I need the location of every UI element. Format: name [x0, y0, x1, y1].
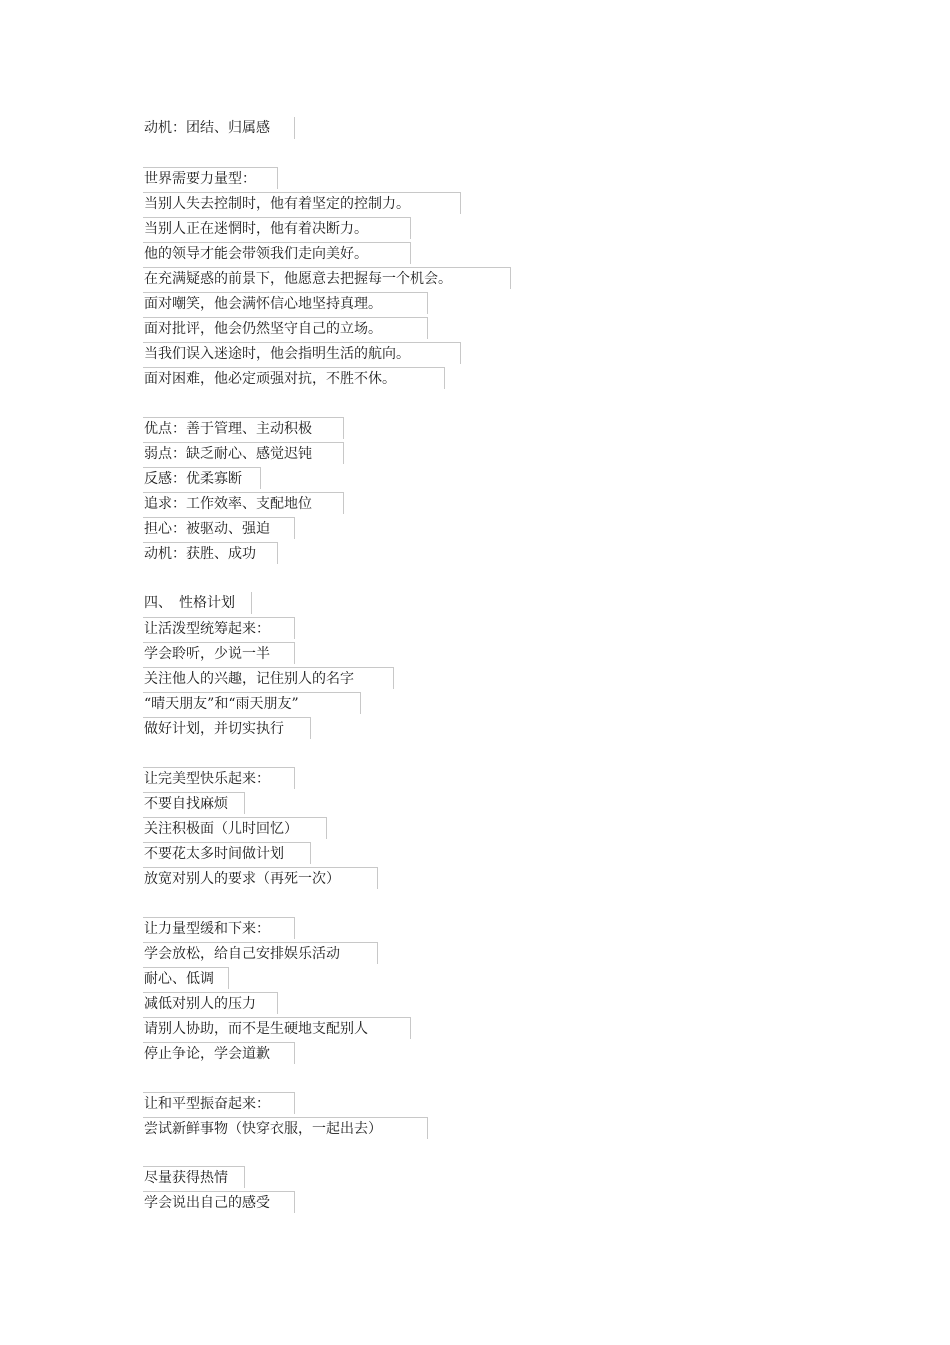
text-line-leadership: 他的领导才能会带领我们走向美好。: [143, 242, 411, 264]
text-line-apologize: 停止争论，学会道歉: [143, 1042, 295, 1064]
text-line-relax: 学会放松，给自己安排娱乐活动: [143, 942, 378, 964]
text-line-friends: “晴天朋友”和“雨天朋友”: [143, 692, 361, 714]
section-heading-personality-plan: 四、 性格计划: [143, 592, 252, 614]
text-line-planning-time: 不要花太多时间做计划: [143, 842, 311, 864]
text-line-enthusiasm: 尽量获得热情: [143, 1166, 245, 1188]
text-line-control: 当别人失去控制时，他有着坚定的控制力。: [143, 192, 461, 214]
heading-phlegmatic: 让和平型振奋起来：: [143, 1092, 295, 1114]
text-line-listen: 学会聆听，少说一半: [143, 642, 295, 664]
text-line-patience: 耐心、低调: [143, 967, 229, 989]
text-line-criticism: 面对批评，他会仍然坚守自己的立场。: [143, 317, 428, 339]
text-line-interests: 关注他人的兴趣，记住别人的名字: [143, 667, 394, 689]
text-line-relax-standards: 放宽对别人的要求（再死一次）: [143, 867, 378, 889]
heading-choleric: 让力量型缓和下来：: [143, 917, 295, 939]
text-line-ridicule: 面对嘲笑，他会满怀信心地坚持真理。: [143, 292, 428, 314]
text-line-new-things: 尝试新鲜事物（快穿衣服，一起出去）: [143, 1117, 428, 1139]
heading-sanguine: 让活泼型统筹起来：: [143, 617, 295, 639]
text-line-feelings: 学会说出自己的感受: [143, 1191, 295, 1213]
text-line-dislikes: 反感：优柔寡断: [143, 467, 261, 489]
text-line-pursuit: 追求：工作效率、支配地位: [143, 492, 344, 514]
text-line-pressure: 减低对别人的压力: [143, 992, 278, 1014]
text-line-weaknesses: 弱点：缺乏耐心、感觉迟钝: [143, 442, 344, 464]
text-line-difficulty: 面对困难，他必定顽强对抗，不胜不休。: [143, 367, 445, 389]
text-line-cooperation: 请别人协助，而不是生硬地支配别人: [143, 1017, 411, 1039]
text-line-decisive: 当别人正在迷惘时，他有着决断力。: [143, 217, 411, 239]
text-line-no-trouble: 不要自找麻烦: [143, 792, 245, 814]
text-line-direction: 当我们误入迷途时，他会指明生活的航向。: [143, 342, 461, 364]
heading-powerful-needed: 世界需要力量型：: [143, 167, 278, 189]
text-line-motive-1: 动机：团结、归属感: [143, 117, 295, 139]
text-line-positive: 关注积极面（儿时回忆）: [143, 817, 327, 839]
text-line-worry: 担心：被驱动、强迫: [143, 517, 295, 539]
text-line-plan: 做好计划，并切实执行: [143, 717, 311, 739]
heading-melancholy: 让完美型快乐起来：: [143, 767, 295, 789]
text-line-motive-2: 动机：获胜、成功: [143, 542, 278, 564]
text-line-opportunity: 在充满疑惑的前景下，他愿意去把握每一个机会。: [143, 267, 511, 289]
text-line-strengths: 优点：善于管理、主动积极: [143, 417, 344, 439]
